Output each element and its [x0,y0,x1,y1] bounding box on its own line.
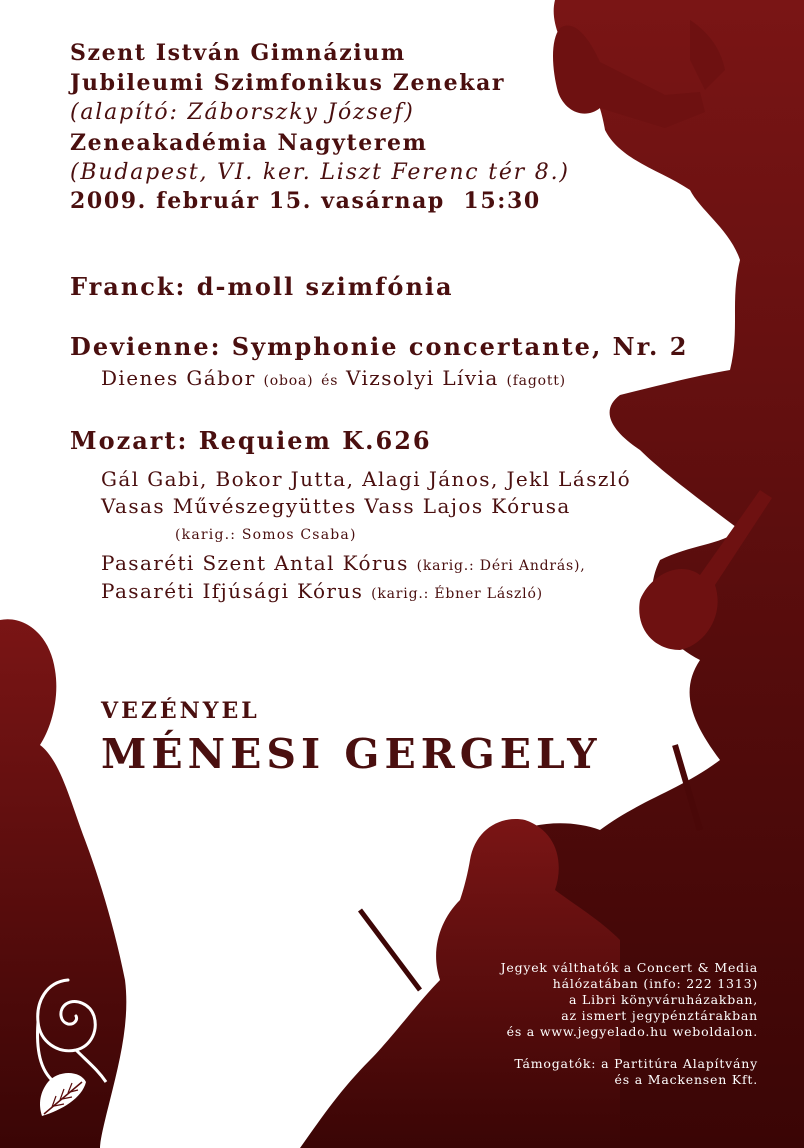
sponsors-line: és a Mackensen Kft. [614,1072,758,1087]
snail-spiral-leaf-logo-icon [28,970,112,1125]
program-franck: Franck: d-moll szimfónia [70,272,454,301]
choir-ifjusagi [101,579,543,603]
ticket-info-line: Jegyek válthatók a Concert & Media [500,960,758,975]
ticket-info-line: az ismert jegypénztárakban [561,1008,758,1023]
choir-szent-antal-conductor: (karig.: Déri András), [416,558,586,574]
ticket-info [501,960,758,1088]
ticket-info-line: a Libri könyváruházakban, [568,992,758,1007]
program-mozart: Mozart: Requiem K.626 [70,426,432,455]
conductor-label: VEZÉNYEL [101,698,260,724]
orchestra-founder: (alapító: Záborszky József) [70,100,415,125]
soloist-bassoon: Vizsolyi Lívia [345,366,499,390]
soloist-conjunction: és [321,373,339,389]
program-devienne: Devienne: Symphonie concertante, Nr. 2 [70,332,689,361]
sponsors-line: Támogatók: a Partitúra Alapítvány [514,1056,758,1071]
conductor-name: MÉNESI GERGELY [101,730,602,778]
violin-bow-center [360,910,420,990]
soloist-oboe-role: (oboa) [263,373,314,389]
mozart-soloists: Gál Gabi, Bokor Jutta, Alagi János, Jekl László [101,467,632,491]
soloist-oboe: Dienes Gábor [101,366,256,390]
venue-address: (Budapest, VI. ker. Liszt Ferenc tér 8.) [70,160,570,185]
choir-vasas-conductor: (karig.: Somos Csaba) [175,527,357,543]
concert-date-time: 2009. február 15. vasárnap 15:30 [70,188,541,214]
ticket-website: és a www.jegyelado.hu weboldalon. [506,1024,758,1039]
ticket-info-line: hálózatában (info: 222 1313) [552,976,758,991]
school-name: Szent István Gimnázium [70,40,406,66]
devienne-soloists [101,366,566,390]
choir-vasas: Vasas Művészegyüttes Vass Lajos Kórusa [101,494,571,518]
choir-ifjusagi-name: Pasaréti Ifjúsági Kórus [101,579,364,603]
orchestra-name: Jubileumi Szimfonikus Zenekar [70,70,506,96]
choir-szent-antal-name: Pasaréti Szent Antal Kórus [101,551,409,575]
soloist-bassoon-role: (fagott) [506,373,566,389]
venue-name: Zeneakadémia Nagyterem [70,130,428,156]
choir-ifjusagi-conductor: (karig.: Ébner László) [371,586,543,602]
choir-szent-antal [101,551,586,575]
